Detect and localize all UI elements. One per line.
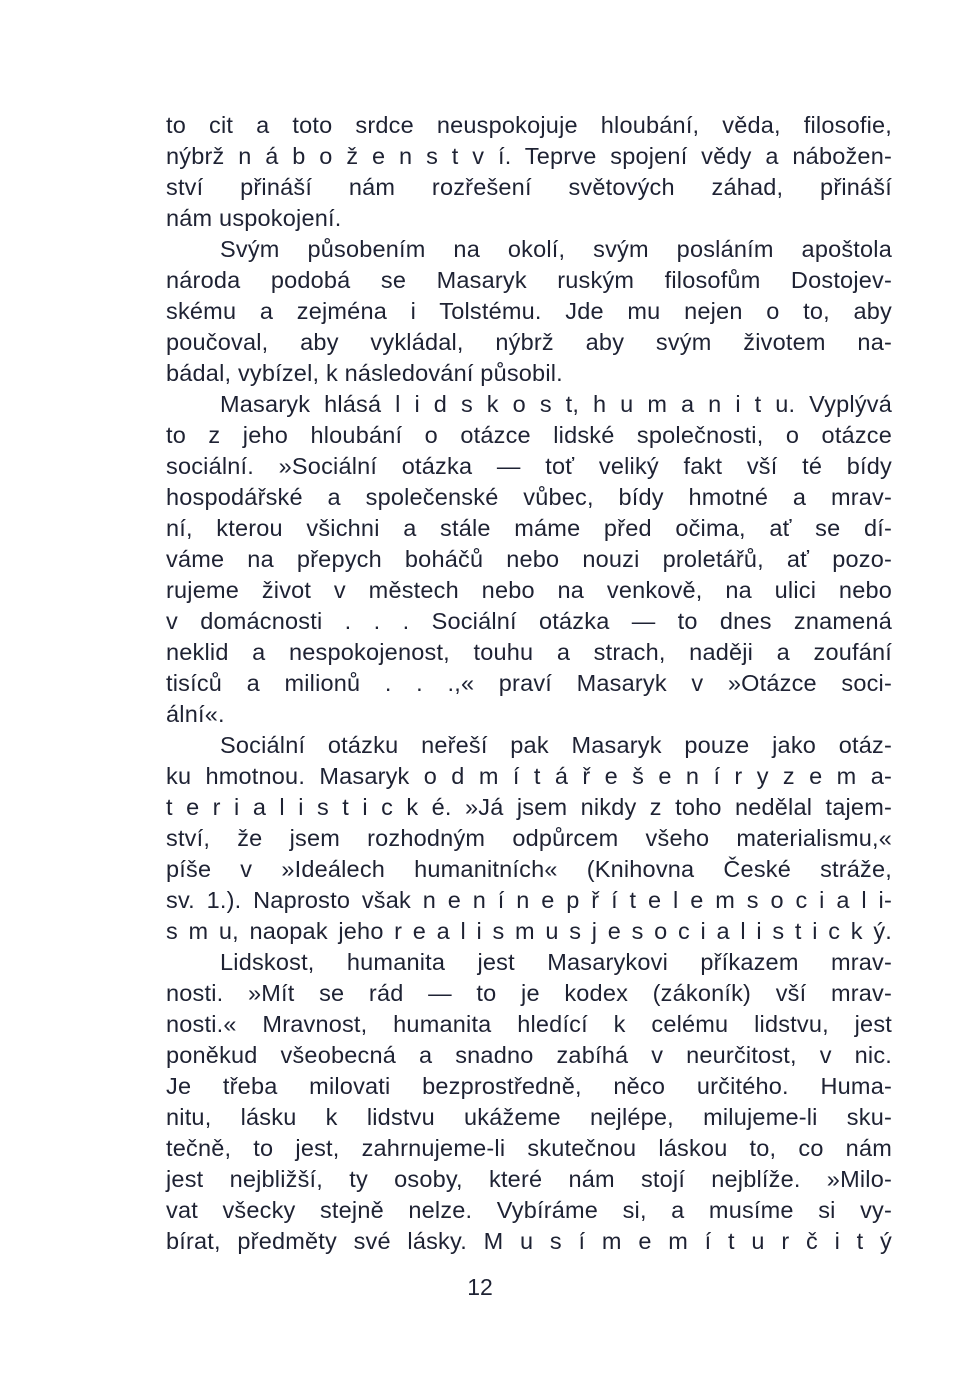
- text-line: váme na přepych boháčů nebo nouzi proletářů, ať pozo-: [166, 546, 892, 572]
- text-line: Svým působením na okolí, svým posláním apoštola: [220, 236, 892, 262]
- text-line: ství, že jsem rozhodným odpůrcem všeho materialismu,«: [166, 825, 892, 851]
- text-line: tečně, to jest, zahrnujeme-li skutečnou láskou to, co nám: [166, 1135, 892, 1161]
- text-line: jest nejbližší, ty osoby, které nám stojí nejblíže. »Milo-: [166, 1166, 892, 1192]
- text-line: Lidskost, humanita jest Masarykovi příkazem mrav-: [220, 949, 892, 975]
- text-line: ku hmotnou. Masaryk o d m í t á ř e š e n í r y z e m a-: [166, 763, 892, 789]
- text-line: sociální. »Sociální otázka — toť veliký fakt vší té bídy: [166, 453, 892, 479]
- text-line: sv. 1.). Naprosto však n e n í n e p ř í t e l e m s o c i a l i-: [166, 887, 892, 913]
- text-line: ální«.: [166, 701, 225, 727]
- text-line: t e r i a l i s t i c k é. »Já jsem nikdy z toho nedělal tajem-: [166, 794, 892, 820]
- text-line: píše v »Ideálech humanitních« (Knihovna České stráže,: [166, 856, 892, 882]
- text-line: nosti.« Mravnost, humanita hledící k celému lidstvu, jest: [166, 1011, 892, 1037]
- text-line: poučoval, aby vykládal, nýbrž aby svým životem na-: [166, 329, 892, 355]
- text-line: hospodářské a společenské vůbec, bídy hmotné a mrav-: [166, 484, 892, 510]
- text-line: Masaryk hlásá l i d s k o s t, h u m a n i t u. Vyplývá: [220, 391, 892, 417]
- text-line: bádal, vybízel, k následování působil.: [166, 360, 563, 386]
- text-line: nitu, lásku k lidstvu ukážeme nejlépe, milujeme-li sku-: [166, 1104, 892, 1130]
- text-line: Sociální otázku neřeší pak Masaryk pouze jako otáz-: [220, 732, 892, 758]
- text-line: rujeme život v městech nebo na venkově, na ulici nebo: [166, 577, 892, 603]
- text-line: poněkud všeobecná a snadno zabíhá v neurčitost, v nic.: [166, 1042, 892, 1068]
- page-number: 12: [467, 1274, 493, 1300]
- text-line: vat všecky stejně nelze. Vybíráme si, a musíme si vy-: [166, 1197, 892, 1223]
- text-line: neklid a nespokojenost, touhu a strach, naději a zoufání: [166, 639, 892, 665]
- text-line: národa podobá se Masaryk ruským filosofům Dostojev-: [166, 267, 892, 293]
- text-line: nýbrž n á b o ž e n s t v í. Teprve spojení vědy a nábožen-: [166, 143, 892, 169]
- text-line: bírat, předměty své lásky. M u s í m e m í t u r č i t ý: [166, 1228, 892, 1254]
- text-line: nosti. »Mít se rád — to je kodex (zákoník) vší mrav-: [166, 980, 892, 1006]
- text-line: skému a zejména i Tolstému. Jde mu nejen o to, aby: [166, 298, 892, 324]
- text-line: ní, kterou všichni a stále máme před očima, ať se dí-: [166, 515, 892, 541]
- text-line: ství přináší nám rozřešení světových záhad, přináší: [166, 174, 892, 200]
- text-line: nám uspokojení.: [166, 205, 342, 231]
- text-line: v domácnosti . . . Sociální otázka — to dnes znamená: [166, 608, 892, 634]
- text-line: Je třeba milovati bezprostředně, něco určitého. Huma-: [166, 1073, 892, 1099]
- text-line: to cit a toto srdce neuspokojuje hloubání, věda, filosofie,: [166, 112, 892, 138]
- text-line: s m u, naopak jeho r e a l i s m u s j e s o c i a l i s t i c k ý.: [166, 918, 892, 944]
- text-line: to z jeho hloubání o otázce lidské společnosti, o otázce: [166, 422, 892, 448]
- text-line: tisíců a milionů . . .,« praví Masaryk v »Otázce soci-: [166, 670, 892, 696]
